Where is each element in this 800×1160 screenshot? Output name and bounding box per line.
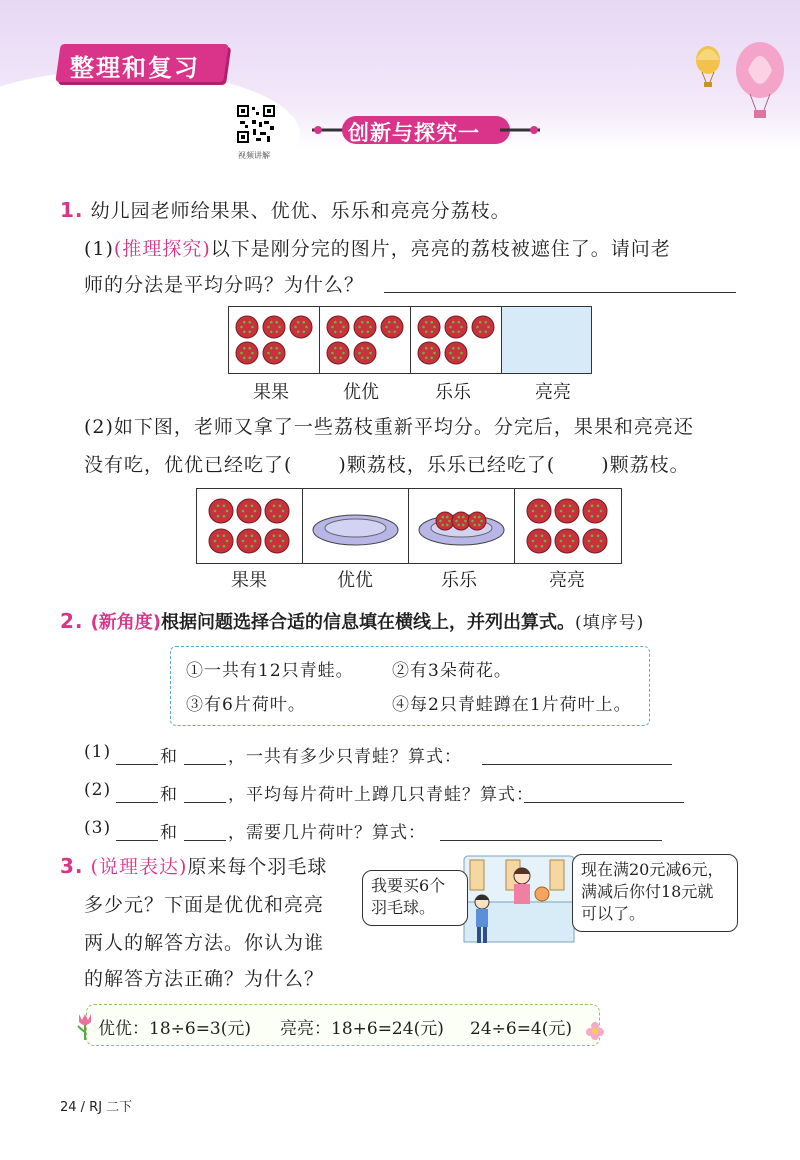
q2-sub3-blank-a[interactable] — [116, 840, 158, 841]
lychee-icon — [237, 529, 261, 553]
lychee-icon — [354, 342, 376, 364]
lychee-icon — [418, 342, 440, 364]
q3-bubble-boy — [362, 870, 468, 926]
lychee-icon — [445, 342, 467, 364]
q3-text-2: 多少元？下面是优优和亮亮 — [84, 894, 325, 916]
q3-bubble-clerk-line2: 满减后你付18元就 — [581, 882, 714, 901]
page-footer: 24 / RJ 二下 — [60, 1100, 133, 1115]
q1-grid1-covered-cell — [502, 307, 591, 373]
q2-sub3-and: 和 — [160, 823, 178, 843]
q1-number: 1. — [60, 198, 84, 222]
q2-sub2-blank-a[interactable] — [116, 802, 158, 803]
q2-sub1-text: ，一共有多少只青蛙？算式： — [228, 747, 462, 767]
qr-code-icon[interactable] — [236, 104, 276, 144]
q1-grid2-cell-youyou — [303, 489, 409, 563]
q1-part2-line1: (2)如下图，老师又拿了一些荔枝重新平均分。分完后，果果和亮亮还 — [84, 416, 694, 438]
lychee-icon — [418, 316, 440, 338]
q3-bubble-clerk — [572, 854, 738, 932]
q1-grid1-label-youyou: 优优 — [343, 382, 379, 403]
lychee-icon — [354, 316, 376, 338]
q1-grid1-label-guoguo: 果果 — [253, 382, 289, 403]
lychee-icon — [583, 499, 607, 523]
q1-grid2-label-lele: 乐乐 — [441, 570, 477, 591]
q2-sub2-and: 和 — [160, 785, 178, 805]
q2-sub2-prefix: (2) — [84, 780, 112, 800]
q2-sub1-blank-b[interactable] — [184, 764, 226, 765]
q3-bubble-clerk-line3: 可以了。 — [581, 904, 646, 923]
q3-answer-liangliang-a: 亮亮：18+6=24(元) — [280, 1019, 444, 1039]
q2-number: 2. — [60, 609, 84, 633]
q1-part1-tag: (推理探究) — [113, 238, 211, 260]
lychee-icon — [527, 529, 551, 553]
lychee-icon — [555, 529, 579, 553]
q1-grid1 — [228, 306, 592, 374]
q1-part1-line2: 师的分法是平均分吗？为什么？ — [84, 274, 365, 296]
q2-sub1-prefix: (1) — [84, 742, 112, 762]
lychee-icon — [263, 316, 285, 338]
q1-grid1-cell-lele — [411, 307, 502, 373]
lychee-icon — [263, 342, 285, 364]
lychee-icon — [436, 512, 454, 530]
tulip-icon — [74, 1012, 96, 1040]
balloons-icon — [690, 38, 790, 124]
q3-text-4: 的解答方法正确？为什么？ — [84, 968, 325, 990]
q1-grid2-cell-liangliang — [515, 489, 620, 563]
q1-grid1-label-liangliang: 亮亮 — [535, 382, 571, 403]
q3-text-1: 原来每个羽毛球 — [187, 856, 328, 878]
lychee-icon — [265, 499, 289, 523]
q3-answer-liangliang-b: 24÷6=4(元) — [470, 1019, 573, 1039]
q2-sub1-and: 和 — [160, 747, 178, 767]
lychee-icon — [381, 316, 403, 338]
badminton-shop-illustration — [458, 852, 578, 952]
q2-sub3-text: ，需要几片荷叶？算式： — [228, 823, 426, 843]
q3-answer-youyou: 优优：18÷6=3(元) — [98, 1019, 252, 1039]
q1-part1-prefix: (1) — [84, 238, 114, 260]
q2-stem: 根据问题选择合适的信息填在横线上，并列出算式。 — [161, 612, 576, 633]
q2-info-1: ①一共有12只青蛙。 — [186, 661, 354, 681]
qr-caption: 视频讲解 — [238, 151, 270, 160]
lychee-icon — [236, 342, 258, 364]
q2-sub3-prefix: (3) — [84, 818, 112, 838]
q3-tag: (说理表达) — [90, 856, 188, 878]
q1-grid2-cell-lele — [409, 489, 515, 563]
lychee-icon — [237, 499, 261, 523]
lychee-icon — [583, 529, 607, 553]
section-title: 创新与探究一 — [348, 121, 480, 145]
lychee-icon — [265, 529, 289, 553]
q1-part1-line1 — [84, 234, 671, 261]
q2-info-2: ②有3朵荷花。 — [392, 661, 512, 681]
q1-stem-line — [60, 196, 511, 223]
q2-sub1-formula-line[interactable] — [482, 764, 672, 765]
q2-sub3-formula-line[interactable] — [440, 840, 662, 841]
lychee-icon — [555, 499, 579, 523]
q2-sub2-blank-b[interactable] — [184, 802, 226, 803]
lychee-icon — [236, 316, 258, 338]
lychee-icon — [468, 512, 486, 530]
q2-sub2-text: ，平均每片荷叶上蹲几只青蛙？算式： — [228, 785, 534, 805]
q3-bubble-clerk-line1: 现在满20元减6元， — [581, 860, 724, 879]
q1-grid1-label-lele: 乐乐 — [435, 382, 471, 403]
q1-grid1-cell-guoguo — [229, 307, 320, 373]
q1-part2-text-3: )颗荔枝。 — [601, 454, 690, 476]
lychee-icon — [209, 529, 233, 553]
q1-part2-text-1: 没有吃，优优已经吃了( — [84, 454, 293, 476]
lychee-icon — [445, 316, 467, 338]
lychee-icon — [472, 316, 494, 338]
flower-icon — [584, 1020, 606, 1042]
q2-sub2-formula-line[interactable] — [524, 802, 684, 803]
q1-grid2 — [196, 488, 622, 564]
q3-bubble-boy-line1: 我要买6个 — [371, 876, 446, 895]
lychee-icon — [452, 512, 470, 530]
q1-grid2-label-youyou: 优优 — [337, 570, 373, 591]
q3-line1 — [60, 852, 327, 879]
q1-grid1-cell-youyou — [320, 307, 411, 373]
q2-sub1-blank-a[interactable] — [116, 764, 158, 765]
q1-part2-text-2: )颗荔枝，乐乐已经吃了( — [338, 454, 556, 476]
chapter-title: 整理和复习 — [70, 54, 200, 82]
q2-tag: (新角度) — [90, 612, 162, 633]
lychee-icon — [290, 316, 312, 338]
q3-text-3: 两人的解答方法。你认为谁 — [84, 932, 325, 954]
lychee-icon — [327, 316, 349, 338]
q3-number: 3. — [60, 854, 84, 878]
q2-stem-line — [60, 608, 644, 634]
q1-grid2-cell-guoguo — [197, 489, 303, 563]
q1-part1-text-a: 以下是刚分完的图片，亮亮的荔枝被遮住了。请问老 — [210, 238, 671, 260]
lychee-icon — [327, 342, 349, 364]
q1-part1-answer-line[interactable] — [384, 292, 736, 293]
q2-stem-note: (填序号) — [575, 613, 645, 633]
q1-grid2-label-liangliang: 亮亮 — [549, 570, 585, 591]
q2-info-4: ④每2只青蛙蹲在1片荷叶上。 — [392, 695, 632, 715]
q3-bubble-boy-line2: 羽毛球。 — [371, 898, 436, 917]
lychee-icon — [209, 499, 233, 523]
q1-part2-line2 — [84, 450, 690, 477]
q2-info-3: ③有6片荷叶。 — [186, 695, 306, 715]
q2-sub3-blank-b[interactable] — [184, 840, 226, 841]
q1-grid2-label-guoguo: 果果 — [231, 570, 267, 591]
q1-stem: 幼儿园老师给果果、优优、乐乐和亮亮分荔枝。 — [90, 200, 511, 222]
lychee-icon — [527, 499, 551, 523]
